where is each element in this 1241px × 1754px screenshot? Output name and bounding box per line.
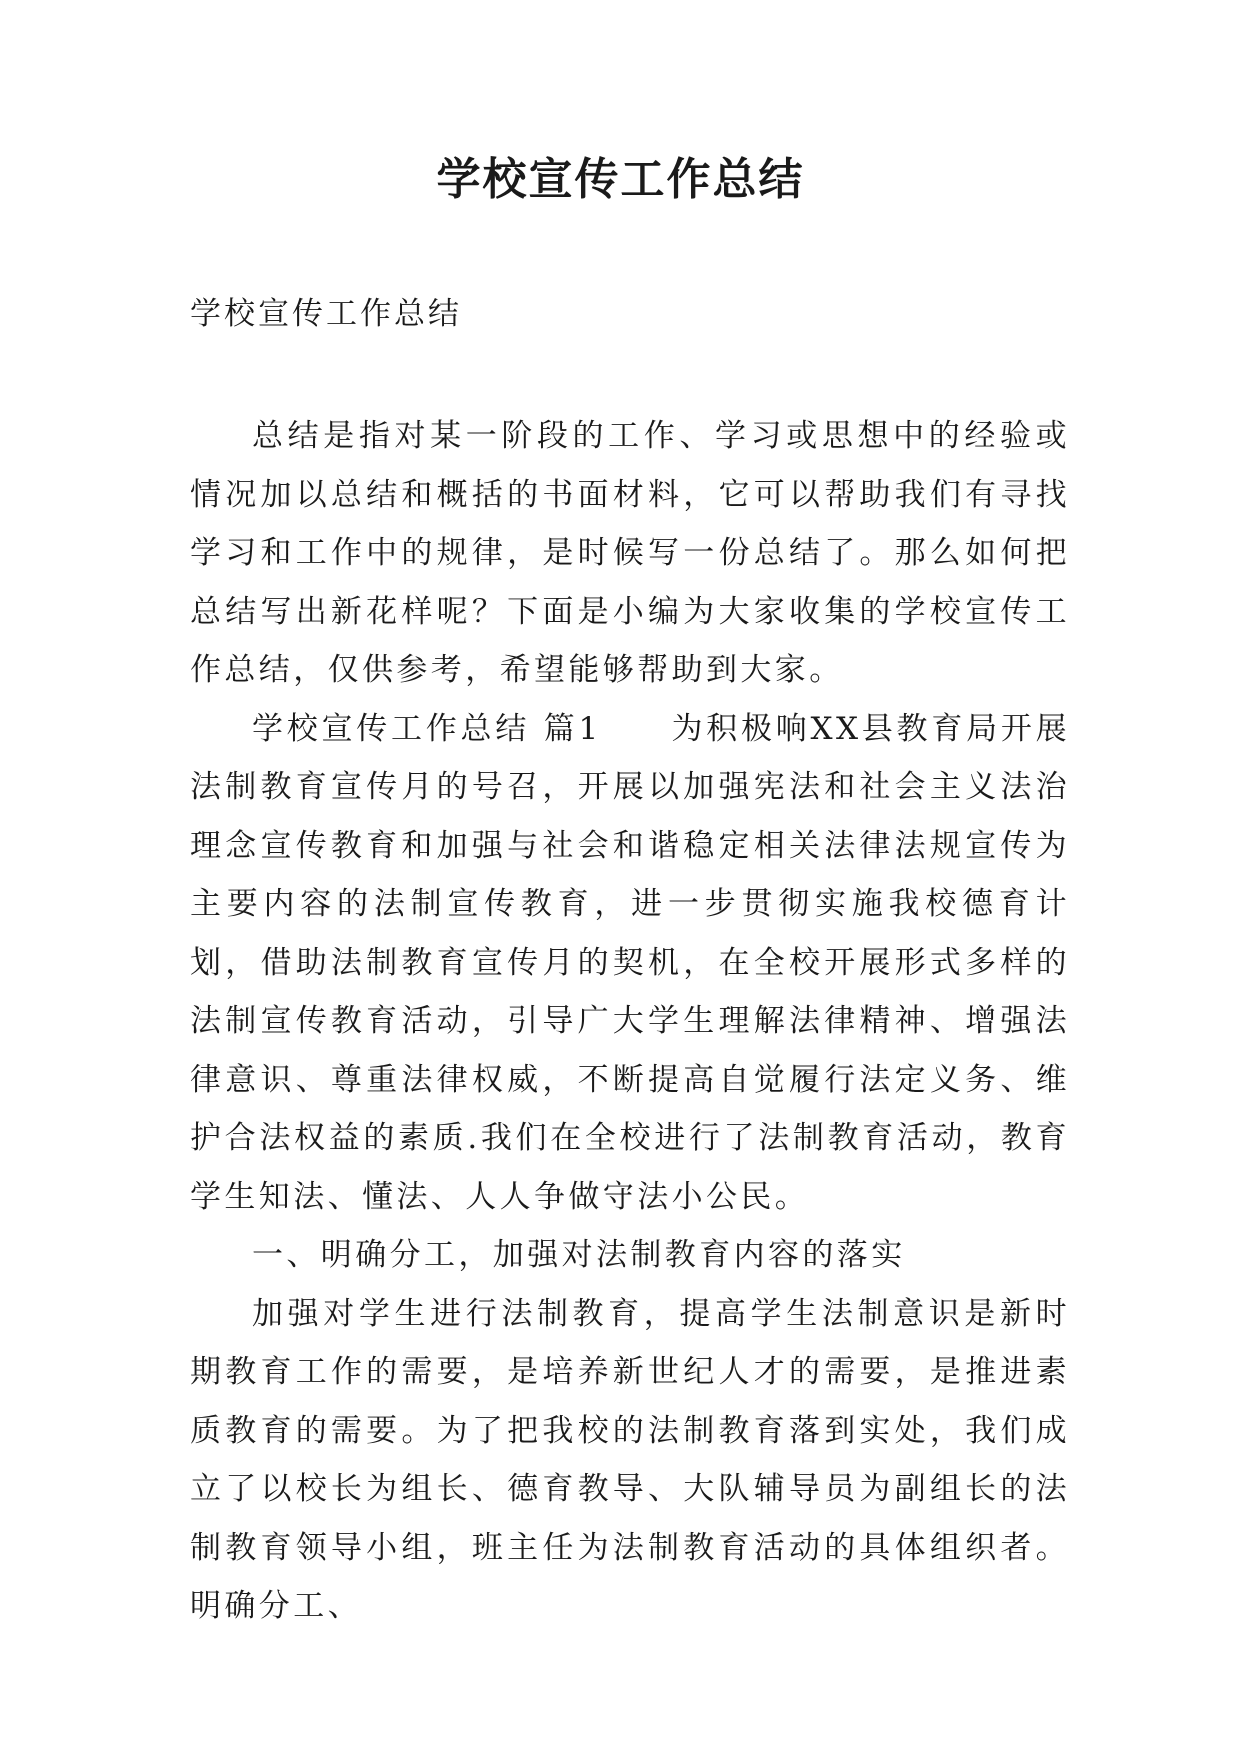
document-body [190,407,1070,1636]
paragraph-section-1: 学校宣传工作总结 篇1 为积极响XX县教育局开展法制教育宣传月的号召，开展以加强宪法和社会主义法治理念宣传教育和加强与社会和谐稳定相关法律法规宣传为主要内容的法制宣传教育，进一步贯彻实施我校德育计划，借助法制教育宣传月的契机，在全校开展形式多样的法制宣传教育活动，引导广大学生理解法律精神、增强法律意识、尊重法律权威，不断提高自觉履行法定义务、维护合法权益的素质.我们在全校进行了法制教育活动，教育学生知法、懂法、人人争做守法小公民。 [190,710,1070,1215]
paragraph-intro: 总结是指对某一阶段的工作、学习或思想中的经验或情况加以总结和概括的书面材料，它可以帮助我们有寻找学习和工作中的规律，是时候写一份总结了。那么如何把总结写出新花样呢？下面是小编为大家收集的学校宣传工作总结，仅供参考，希望能够帮助到大家。 [190,418,1070,688]
section-heading: 一、明确分工，加强对法制教育内容的落实 [252,1237,906,1273]
document-subtitle: 学校宣传工作总结 [190,296,462,332]
page-title: 学校宣传工作总结 [436,154,805,205]
paragraph-body: 加强对学生进行法制教育，提高学生法制意识是新时期教育工作的需要，是培养新世纪人才的需要，是推进素质教育的需要。为了把我校的法制教育落到实处，我们成立了以校长为组长、德育教导、大队辅导员为副组长的法制教育领导小组，班主任为法制教育活动的具体组织者。明确分工、 [190,1295,1070,1624]
